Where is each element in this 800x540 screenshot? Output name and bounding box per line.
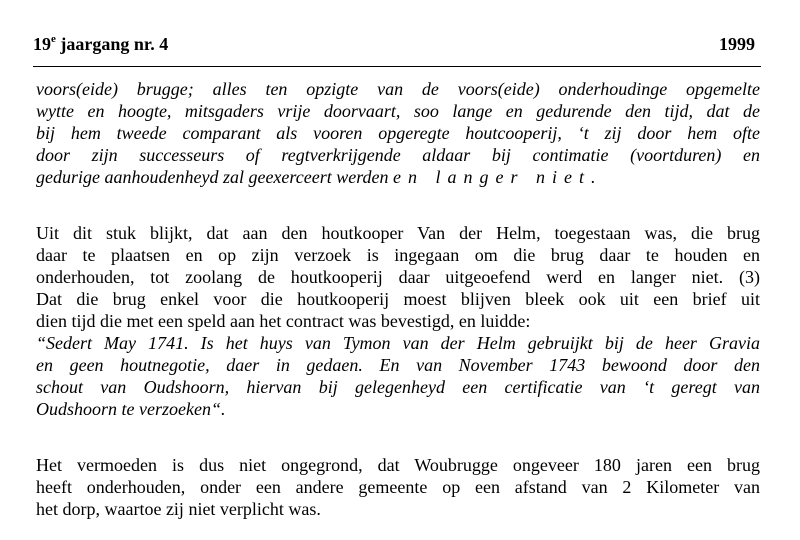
paragraph2-line: dien tijd die met een speld aan het contract was bevestigd, en luidde: <box>36 311 531 331</box>
paragraph2-line: onderhouden, tot zoolang de houtkooperij daar uitgeoefend werd en langer niet. (3) <box>36 267 760 287</box>
quote2-line: schout van Oudshoorn, hiervan bij gelegenheyd een certificatie van ‘t geregt van <box>36 377 760 397</box>
issue-superscript: e <box>51 33 56 45</box>
quote1-line: voors(eide) brugge; alles ten opzigte van de voors(eide) onderhoudinge opgemelte <box>36 79 760 99</box>
quote2-line: Oudshoorn te verzoeken“. <box>36 399 226 419</box>
quote1-last-line <box>36 166 760 188</box>
issue-year: 1999 <box>719 34 755 54</box>
quote1-line: bij hem tweede comparant als vooren opgeregte houtcooperij, ‘t zij door hem ofte <box>36 123 760 143</box>
quote1-line: door zijn successeurs of regtverkrijgende aldaar bij contimatie (voortduren) en <box>36 145 760 165</box>
quote1-spaced-emphasis: en langer niet <box>393 167 592 187</box>
quote2-line: en geen houtnegotie, daer in gedaen. En van November 1743 bewoond door den <box>36 355 760 375</box>
quote1-last-line-start: gedurige aanhoudenheyd zal geexerceert werden <box>36 167 394 187</box>
paragraph2-line: daar te plaatsen en op zijn verzoek is ingegaan om die brug daar te houden en <box>36 245 760 265</box>
header-divider <box>33 66 761 67</box>
paragraph3-line: het dorp, waartoe zij niet verplicht was. <box>36 499 321 519</box>
issue-title <box>33 34 168 55</box>
quote1-last-line-end: . <box>591 167 596 187</box>
paragraph3-line: heeft onderhouden, onder een andere gemeente op een afstand van 2 Kilometer van <box>36 477 760 497</box>
issue-suffix: jaargang nr. 4 <box>55 34 169 54</box>
paragraph3-line: Het vermoeden is dus niet ongegrond, dat Woubrugge ongeveer 180 jaren een brug <box>36 455 760 475</box>
page-header <box>33 34 755 58</box>
paragraph2-line: Dat die brug enkel voor die houtkooperij moest blijven bleek ook uit een brief uit <box>36 289 760 309</box>
issue-number: 19 <box>33 34 51 54</box>
quote1-line: wytte en hoogte, mitsgaders vrije doorvaart, soo lange en gedurende den tijd, dat de <box>36 101 760 121</box>
paragraph2-line: Uit dit stuk blijkt, dat aan den houtkooper Van der Helm, toegestaan was, die brug <box>36 223 760 243</box>
quote2-line: “Sedert May 1741. Is het huys van Tymon van der Helm gebruijkt bij de heer Gravia <box>36 333 760 353</box>
